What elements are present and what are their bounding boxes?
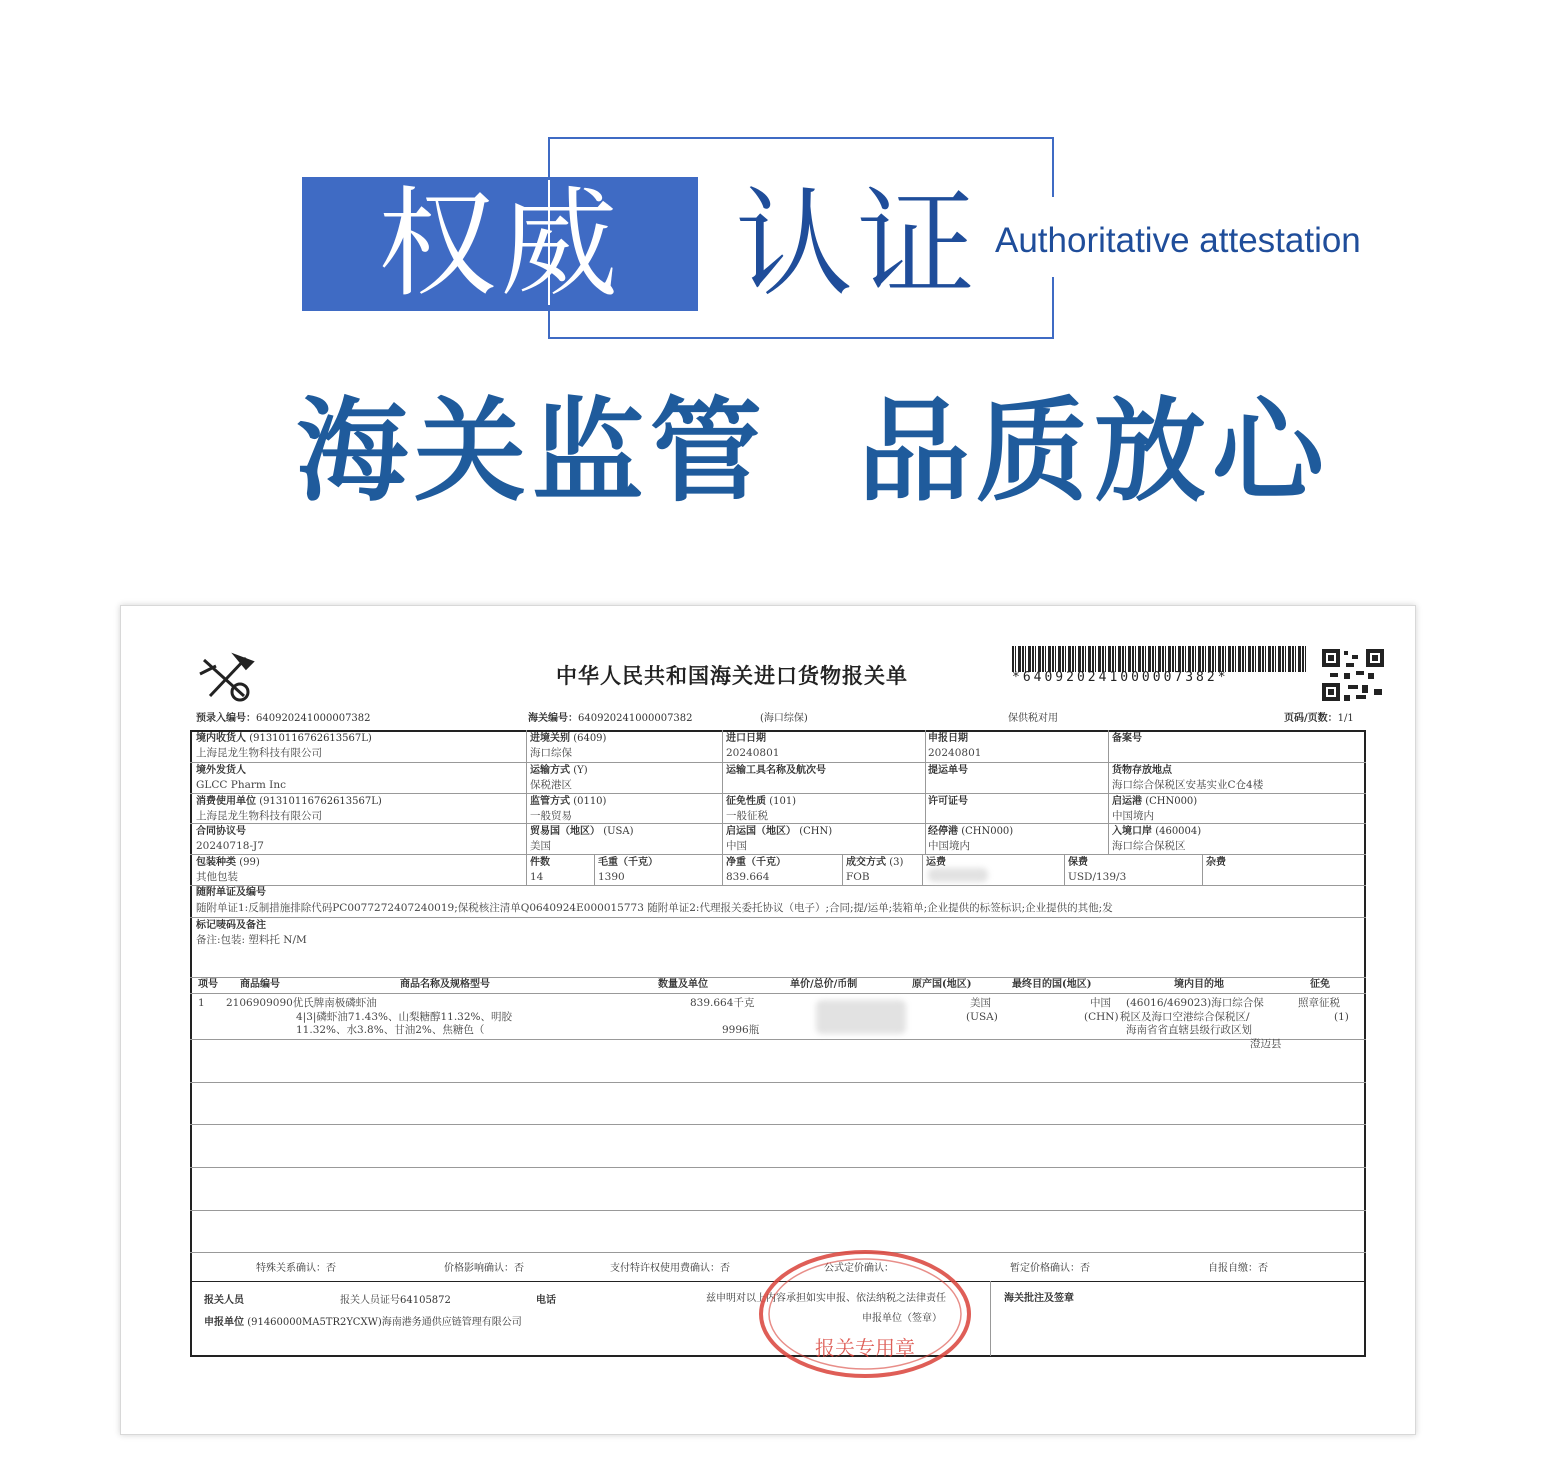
confirm-provisional-price: 暂定价格确认：否 — [1010, 1263, 1090, 1274]
title-certification: 认证 — [735, 175, 980, 313]
customs-office-name: (海口综保) — [760, 713, 808, 724]
marks-remarks: 备注:包装: 塑料托 N/M — [196, 934, 307, 946]
consumer-name: 上海昆龙生物科技有限公司 — [196, 810, 322, 822]
redacted-price — [816, 1000, 906, 1034]
shipper-name: GLCC Pharm Inc — [196, 779, 286, 791]
declaring-unit: (91460000MA5TR2YCXW)海南港务通供应链管理有限公司 — [247, 1317, 522, 1328]
declarant-number: 报关人员证号64105872 — [340, 1295, 451, 1306]
confirm-special-relation: 特殊关系确认：否 — [256, 1263, 336, 1274]
qr-code-icon — [1322, 649, 1384, 701]
attached-documents: 随附单证1:反制措施排除代码PC0077272407240019;保税核注清单Q0640924E000015773 随附单证2:代理报关委托协议（电子）;合同;提/运单;装箱单;企业提供的标签标识;企业提供的其他;发 — [196, 902, 1113, 914]
gross-weight: 1390 — [598, 871, 625, 883]
goods-header: 项号 — [198, 979, 218, 990]
pieces-count: 14 — [530, 871, 544, 883]
consignee-name: 上海昆龙生物科技有限公司 — [196, 747, 322, 759]
declare-date: 20240801 — [928, 747, 982, 759]
redacted-freight — [928, 868, 988, 882]
pre-entry-number: 640920241000007382 — [256, 713, 371, 724]
goods-header: 征免 — [1310, 979, 1330, 990]
contract-number: 20240718-J7 — [196, 840, 264, 852]
insurance-value: USD/139/3 — [1068, 871, 1127, 883]
confirm-formula-price: 公式定价确认： — [824, 1263, 894, 1274]
confirm-self-pay: 自报自缴：否 — [1208, 1263, 1268, 1274]
confirm-royalty: 支付特许权使用费确认：否 — [610, 1263, 730, 1274]
goods-levy: 照章征税 — [1298, 997, 1340, 1009]
goods-header: 商品编号 — [240, 979, 280, 990]
goods-header: 商品名称及规格型号 — [400, 979, 490, 990]
goods-quantity: 839.664千克 — [690, 997, 755, 1009]
barcode — [1012, 646, 1306, 672]
page-count: 1/1 — [1337, 713, 1354, 724]
customs-seal-stamp — [757, 1247, 973, 1381]
usage-note: 保供税对用 — [1008, 713, 1058, 724]
goods-header: 原产国(地区) — [912, 979, 972, 990]
goods-header: 最终目的国(地区) — [1012, 979, 1092, 990]
goods-code-name: 2106909090优氏牌南极磷虾油 — [226, 997, 377, 1009]
title-english: Authoritative attestation — [995, 221, 1361, 260]
slogan-customs: 海关监管 — [296, 387, 768, 517]
declaration-statement: 兹申明对以上内容承担如实申报、依法纳税之法律责任 — [706, 1293, 946, 1304]
goods-header: 单价/总价/币制 — [790, 979, 858, 990]
barcode-number: *640920241000007382* — [1012, 670, 1229, 685]
seal-text: 报关专用章 — [815, 1336, 915, 1360]
customs-emblem-icon — [196, 652, 258, 704]
net-weight: 839.664 — [726, 871, 770, 883]
confirm-price-impact: 价格影响确认：否 — [444, 1263, 524, 1274]
goods-header: 境内目的地 — [1174, 979, 1224, 990]
goods-item-no: 1 — [198, 997, 205, 1009]
slogan-quality: 品质放心 — [858, 387, 1330, 517]
document-title: 中华人民共和国海关进口货物报关单 — [556, 663, 908, 688]
storage-location: 海口综合保税区安基实业C仓4楼 — [1112, 779, 1264, 791]
import-date: 20240801 — [726, 747, 780, 759]
title-authority: 权威 — [377, 175, 622, 313]
customs-number: 640920241000007382 — [578, 713, 693, 724]
goods-header: 数量及单位 — [658, 979, 708, 990]
